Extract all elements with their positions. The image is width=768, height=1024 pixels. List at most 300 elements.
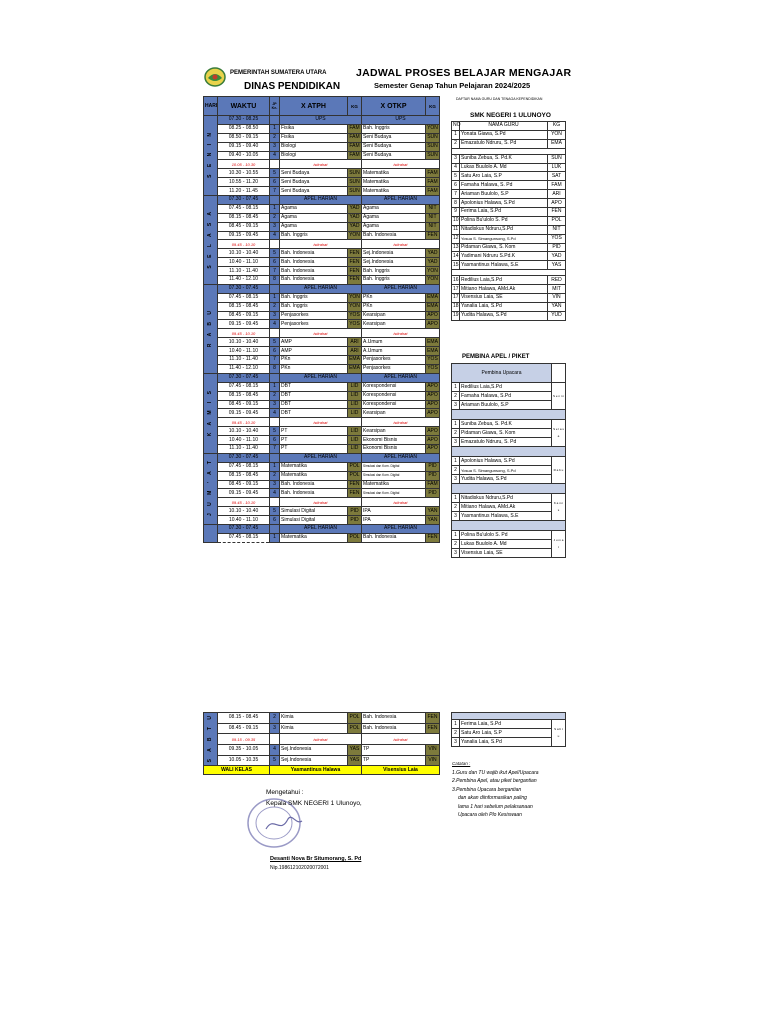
subject-otkp: Bah. Indonesia — [362, 713, 426, 724]
subject-otkp: Bah. Inggris — [362, 124, 426, 133]
schedule-row — [204, 258, 440, 267]
jp-cell — [270, 160, 280, 169]
teacher-kg: EMA — [548, 139, 566, 148]
notes-caption: Catatan : — [452, 761, 471, 766]
teacher-code-otkp: VIN — [426, 745, 440, 756]
time-cell: 08.45 - 09.15 — [218, 480, 270, 489]
pembina-spacer — [452, 521, 566, 531]
jp-cell — [270, 373, 280, 382]
piket-name: Satu Aro Laia, S.P — [460, 729, 552, 738]
day-name: K A M I S — [207, 387, 213, 436]
pembina-name: Ariaman Buulolo, S.P — [460, 401, 552, 410]
schedule-row — [204, 498, 440, 507]
schedule-row — [204, 267, 440, 276]
break-cell: istirahat — [280, 498, 362, 507]
signature-mengetahui: Mengetahui : — [266, 789, 304, 796]
piket-no: 1 — [452, 720, 460, 729]
teacher-code-otkp: APO — [427, 409, 438, 416]
teacher-code-atph: YOS — [349, 320, 360, 327]
teacher-row — [452, 199, 566, 208]
time-cell: 09.15 - 09.40 — [218, 142, 270, 151]
pembina-no: 2 — [452, 429, 460, 438]
teacher-code-atph: POL — [348, 723, 362, 734]
time-cell: 10.10 - 10.40 — [218, 507, 270, 516]
pembina-row — [452, 429, 566, 438]
pembina-name: Nitadiskus Ndruru,S.Pd — [460, 494, 552, 503]
teacher-row — [452, 208, 566, 217]
time-cell: 07.30 - 07.45 — [218, 453, 270, 462]
jp-cell: 4 — [270, 320, 280, 329]
apel-cell-atph: APEL HARIAN — [280, 284, 362, 293]
subject-otkp: Matematika — [362, 480, 426, 489]
teacher-code-otkp: EMA — [427, 338, 438, 345]
teacher-code-atph: POL — [349, 463, 360, 470]
jp-cell: 7 — [270, 356, 280, 365]
saturday-row — [204, 723, 440, 734]
jp-cell: 5 — [270, 169, 280, 178]
time-cell: 09.45 - 10.10 — [218, 329, 270, 338]
teacher-code-otkp: YON — [427, 125, 438, 132]
subject-atph: DBT — [280, 382, 348, 391]
schedule-row — [204, 169, 440, 178]
teacher-code-otkp: NIT — [426, 213, 440, 222]
time-cell: 08.15 - 08.45 — [218, 391, 270, 400]
schedule-row — [204, 507, 440, 516]
col-kg1: KG — [348, 97, 362, 116]
teacher-code-otkp: YAD — [426, 258, 440, 267]
teacher-code-otkp: YAN — [426, 507, 440, 516]
pembina-name: Yasmantinus Halawa, S.E — [460, 512, 552, 521]
teacher-row — [452, 190, 566, 199]
teacher-code-otkp: PID — [426, 489, 440, 498]
teacher-code-otkp: YAD — [426, 249, 440, 258]
schedule-row — [204, 356, 440, 365]
teacher-name: Lukas Buulolo A. Md — [460, 163, 548, 172]
subject-atph: PT — [280, 427, 348, 436]
teacher-row — [452, 181, 566, 190]
time-cell: 09.15 - 09.45 — [218, 489, 270, 498]
teacher-name: Yadimani Ndruru S.Pd.K — [460, 252, 548, 261]
teacher-code-otkp: YON — [427, 276, 438, 283]
time-cell: 07.30 - 07.45 — [218, 196, 270, 205]
time-cell: 09.45 - 10.10 — [218, 240, 270, 249]
jp-cell: 2 — [270, 391, 280, 400]
pembina-name: Yosua S. Simangunsong, S.Pd — [460, 466, 552, 475]
teacher-name: Famaha Halawa, S. Pd — [460, 181, 548, 190]
schedule-row — [204, 178, 440, 187]
jp-cell: 3 — [270, 723, 280, 734]
day-label — [204, 116, 218, 196]
pembina-no: 3 — [452, 475, 460, 484]
subject-otkp: Simulasi dan Kom. Digital — [362, 471, 426, 480]
teacher-code-atph: SUN — [349, 178, 360, 185]
apel-cell-otkp: APEL HARIAN — [362, 453, 440, 462]
note-line: dan akan diinformasikan paling — [458, 795, 527, 801]
time-cell: 10.10 - 10.40 — [218, 249, 270, 258]
teacher-code-atph: LID — [348, 444, 362, 453]
subject-otkp: Korespondensi — [362, 400, 426, 409]
apel-cell-otkp: APEL HARIAN — [362, 524, 440, 533]
subject-atph: Bah. Inggris — [280, 231, 348, 240]
teacher-kg: LUK — [548, 163, 566, 172]
pembina-table — [451, 363, 566, 558]
time-cell: 11.10 - 11.40 — [218, 444, 270, 453]
time-cell: 08.15 - 08.45 — [218, 302, 270, 311]
teacher-code-otkp: FEN — [427, 232, 438, 239]
teacher-code-atph: LID — [348, 409, 362, 418]
schedule-row — [204, 391, 440, 400]
subject-atph: Simulasi Digital — [280, 516, 348, 525]
teacher-row — [452, 294, 566, 303]
teacher-row — [452, 285, 566, 294]
teacher-name-header: NAMA GURU — [460, 122, 548, 131]
time-cell: 08.45 - 09.15 — [218, 311, 270, 320]
teacher-list-header — [452, 122, 566, 131]
teacher-code-otkp: PID — [426, 471, 440, 480]
jp-cell: 7 — [270, 267, 280, 276]
teacher-code-otkp: APO — [427, 400, 438, 407]
apel-cell-atph: APEL HARIAN — [280, 196, 362, 205]
teacher-code-otkp: FAM — [427, 169, 438, 176]
schedule-row — [204, 329, 440, 338]
teacher-code-atph: FEN — [349, 258, 360, 265]
time-cell: 11.10 - 11.40 — [218, 267, 270, 276]
break-cell: istirahat — [362, 498, 440, 507]
jp-cell — [270, 418, 280, 427]
day-name: J U M ' A T — [207, 458, 213, 517]
subject-otkp: Penjasorkes — [362, 356, 426, 365]
teacher-row — [452, 234, 566, 243]
teacher-row — [452, 243, 566, 252]
teacher-code-atph: PID — [348, 507, 362, 516]
schedule-row — [204, 160, 440, 169]
subject-atph: Seni Budaya — [280, 169, 348, 178]
jp-cell: 1 — [270, 204, 280, 213]
pembina-name: Redilius Laia,S.Pd — [460, 383, 552, 392]
pembina-day-side: K a m i s — [552, 494, 566, 521]
subject-atph: Kimia — [280, 723, 348, 734]
teacher-code-atph: LID — [348, 427, 362, 436]
time-cell: 08.45 - 09.15 — [218, 723, 270, 734]
pembina-row — [452, 531, 566, 540]
pembina-day-side: J u m a t — [552, 531, 566, 558]
teacher-name: Nitadiskus Ndruru,S.Pd — [460, 225, 548, 234]
pembina-name: Visensius Laia, SE — [460, 549, 552, 558]
subject-atph: Bah. Inggris — [280, 302, 348, 311]
time-cell: 09.45 - 10.10 — [218, 498, 270, 507]
pembina-row — [452, 549, 566, 558]
subject-otkp: TP — [362, 745, 426, 756]
teacher-no: 18 — [453, 303, 459, 310]
schedule-row — [204, 320, 440, 329]
teacher-code-atph: LID — [348, 400, 362, 409]
jp-cell: 1 — [270, 533, 280, 542]
pembina-spacer — [452, 484, 566, 494]
spacer-cell — [452, 447, 566, 457]
time-cell: 10.10 - 10.40 — [218, 427, 270, 436]
apel-cell-atph: APEL HARIAN — [280, 524, 362, 533]
break-cell: istirahat — [280, 160, 362, 169]
teacher-code-otkp: APO — [427, 383, 438, 390]
schedule-row — [204, 338, 440, 347]
pembina-title: PEMBINA APEL / PIKET — [462, 354, 530, 360]
note-line: 2.Pembina Apel, atau piket bergantian — [452, 778, 537, 784]
subject-atph: Bah. Inggris — [280, 293, 348, 302]
pembina-row — [452, 475, 566, 484]
teacher-code-otkp: FAM — [427, 178, 438, 185]
teacher-no: 15 — [453, 261, 459, 268]
jp-cell: 2 — [270, 133, 280, 142]
teacher-code-atph: POL — [348, 713, 362, 724]
teacher-no: 3 — [452, 154, 460, 163]
teacher-no: 5 — [452, 172, 460, 181]
jp-cell: 5 — [270, 338, 280, 347]
teacher-kg: PID — [548, 243, 566, 252]
teacher-code-atph: LID — [348, 436, 362, 445]
jp-cell: 6 — [270, 258, 280, 267]
teacher-no: 7 — [452, 190, 460, 199]
jp-cell: 4 — [270, 489, 280, 498]
schedule-row — [204, 364, 440, 373]
teacher-code-otkp: APO — [427, 320, 438, 327]
break-cell: istirahat — [362, 418, 440, 427]
teacher-name: Pidaman Giawa, S. Kom — [460, 243, 548, 252]
pembina-name: Lukas Buulolo A. Md — [460, 540, 552, 549]
saturday-row — [204, 713, 440, 724]
subject-otkp: PKn — [362, 293, 426, 302]
piket-name: Yanalia Laia, S.Pd — [460, 738, 552, 747]
time-cell: 07.30 - 07.45 — [218, 284, 270, 293]
subject-atph: Bah. Indonesia — [280, 258, 348, 267]
subject-otkp: Bah. Indonesia — [362, 231, 426, 240]
teacher-kg: SUN — [548, 154, 566, 163]
schedule-row — [204, 222, 440, 231]
pembina-row — [452, 420, 566, 429]
subject-otkp: A.Umum — [362, 338, 426, 347]
teacher-no: 12 — [453, 235, 459, 242]
subject-otkp: Matematika — [362, 169, 426, 178]
col-hari: HARI — [204, 97, 218, 116]
subject-otkp: Seni Budaya — [362, 142, 426, 151]
pembina-no: 1 — [452, 457, 460, 466]
schedule-row — [204, 276, 440, 285]
teacher-code-atph: LID — [348, 391, 362, 400]
day-label — [204, 284, 218, 373]
jp-cell: 3 — [270, 480, 280, 489]
note-line: lama 1 hari sebelum pelaksanaan — [458, 803, 533, 810]
subject-atph: Agama — [280, 213, 348, 222]
pembina-name: Apolonius Halawa, S.Pd — [460, 457, 552, 466]
time-cell: 11.40 - 12.10 — [218, 276, 270, 285]
teacher-code-atph: YON — [349, 303, 360, 310]
time-cell: 10.55 - 11.20 — [218, 178, 270, 187]
jp-cell: 5 — [270, 427, 280, 436]
day-label — [204, 196, 218, 285]
pembina-side-spacer — [552, 364, 566, 383]
jp-cell: 5 — [270, 755, 280, 766]
time-cell: 08.25 - 08.50 — [218, 124, 270, 133]
schedule-row — [204, 436, 440, 445]
schedule-row — [204, 142, 440, 151]
government-name: PEMERINTAH SUMATERA UTARA — [230, 70, 327, 76]
pembina-name: Polina Bu'ulolo S. Pd — [460, 531, 552, 540]
note-line: Upacara oleh Plo Kesiswaan — [458, 812, 522, 818]
teacher-name: Yudita Halawa, S.Pd — [460, 311, 548, 320]
schedule-row — [204, 133, 440, 142]
teacher-row — [452, 154, 566, 163]
time-cell: 07.45 - 08.15 — [218, 204, 270, 213]
jp-cell: 1 — [270, 382, 280, 391]
piket-day-side: S a b t u — [552, 720, 566, 747]
pembina-day-side: S e n i n — [552, 383, 566, 410]
day-label — [204, 373, 218, 453]
schedule-row — [204, 524, 440, 533]
pembina-upacara-row — [452, 364, 566, 383]
time-cell: 07.45 - 08.15 — [218, 293, 270, 302]
day-name: R A B U — [207, 307, 213, 347]
jp-cell — [270, 240, 280, 249]
time-cell: 10.40 - 11.10 — [218, 516, 270, 525]
time-cell: 09.45 - 10.10 — [218, 418, 270, 427]
day-name: S E L A S A — [207, 208, 213, 269]
schedule-row — [204, 347, 440, 356]
time-cell: 07.30 - 07.45 — [218, 524, 270, 533]
teacher-code-otkp: NIT — [426, 222, 440, 231]
teacher-row — [452, 302, 566, 311]
government-emblem-icon — [204, 66, 226, 88]
subject-atph: DBT — [280, 400, 348, 409]
subject-atph: Matematika — [280, 533, 348, 542]
apel-cell-otkp: APEL HARIAN — [362, 373, 440, 382]
teacher-code-otkp: APO — [427, 445, 438, 452]
time-cell: 10.40 - 11.10 — [218, 347, 270, 356]
subject-otkp: Simulasi dan Kom. Digital — [362, 462, 426, 471]
signature-position: Kepala SMK NEGERI 1 Ulunoyo, — [266, 800, 362, 807]
teacher-code-otkp: SUN — [427, 143, 438, 150]
teacher-code-atph: LID — [348, 382, 362, 391]
schedule-row — [204, 462, 440, 471]
jp-cell — [270, 453, 280, 462]
subject-otkp: TP — [362, 755, 426, 766]
pembina-row — [452, 457, 566, 466]
schedule-row — [204, 293, 440, 302]
schedule-header-row — [204, 97, 440, 116]
pembina-row — [452, 466, 566, 475]
jp-cell: 4 — [270, 745, 280, 756]
teacher-code-atph: SUN — [349, 169, 360, 176]
subject-atph: Bah. Indonesia — [280, 276, 348, 285]
jp-cell: 4 — [270, 231, 280, 240]
teacher-code-otkp: VIN — [426, 755, 440, 766]
subject-atph: Penjasorkes — [280, 320, 348, 329]
teacher-code-otkp: YAN — [426, 516, 440, 525]
teacher-name: Yosua S. Simangunsong, S.Pd — [460, 234, 548, 243]
day-label — [204, 453, 218, 524]
wali-kelas-label: WALI KELAS — [204, 766, 270, 775]
teacher-code-otkp: EMA — [427, 303, 438, 310]
schedule-row — [204, 311, 440, 320]
time-cell: 09.15 - 09.35 — [218, 734, 270, 745]
subject-atph: Seni Budaya — [280, 187, 348, 196]
subject-otkp: Matematika — [362, 178, 426, 187]
subject-atph: PT — [280, 436, 348, 445]
pembina-row — [452, 512, 566, 521]
col-kg2: KG — [426, 97, 440, 116]
teacher-code-atph: YAD — [348, 213, 362, 222]
saturday-piket-row — [452, 729, 566, 738]
time-cell: 08.45 - 09.15 — [218, 400, 270, 409]
pembina-name: Pidaman Giawa, S. Kom — [460, 429, 552, 438]
pembina-name: Suniba Zebua, S. Pd.K — [460, 420, 552, 429]
subject-atph: Sej.Indonesia — [280, 755, 348, 766]
teacher-kg: APO — [548, 199, 566, 208]
pembina-name: Emazatulo Ndruru, S. Pd — [460, 438, 552, 447]
teacher-code-atph: YON — [349, 232, 360, 239]
teacher-code-atph: FAM — [349, 125, 360, 132]
saturday-piket-row — [452, 720, 566, 729]
jp-cell: 7 — [270, 187, 280, 196]
day-name: S A B T U — [207, 713, 213, 763]
subject-atph: Bah. Indonesia — [280, 249, 348, 258]
jp-cell — [270, 329, 280, 338]
note-line: 3.Pembina Upacara bergantian — [452, 786, 522, 793]
teacher-name: Polina Bu'ulolo S. Pd — [460, 216, 548, 225]
apel-cell-atph: APEL HARIAN — [280, 453, 362, 462]
teacher-kg: VIN — [548, 294, 566, 303]
notes-block — [452, 760, 539, 820]
teacher-row — [452, 139, 566, 148]
teacher-code-otkp: APO — [427, 427, 438, 434]
subject-atph: Agama — [280, 204, 348, 213]
teacher-code-otkp: YOS — [427, 356, 438, 363]
teacher-kg-header: KG — [548, 122, 566, 131]
subject-atph: Kimia — [280, 713, 348, 724]
teacher-no: 14 — [453, 252, 459, 259]
schedule-row — [204, 418, 440, 427]
subject-atph: PT — [280, 444, 348, 453]
subject-otkp: Penjasorkes — [362, 364, 426, 373]
subject-otkp: PKn — [362, 302, 426, 311]
teacher-no: 2 — [452, 139, 460, 148]
teacher-kg: YUD — [548, 311, 566, 320]
subject-atph: DBT — [280, 409, 348, 418]
break-cell: istirahat — [362, 734, 440, 745]
jp-cell: 8 — [270, 276, 280, 285]
subject-otkp: A.Umum — [362, 347, 426, 356]
subject-otkp: Bah. Inggris — [362, 276, 426, 285]
subject-otkp: Korespondensi — [362, 382, 426, 391]
subject-atph: Matematika — [280, 462, 348, 471]
subject-otkp: Kearsipan — [362, 320, 426, 329]
schedule-row — [204, 196, 440, 205]
teacher-name: Apolonius Halawa, S.Pd — [460, 199, 548, 208]
teacher-kg: RED — [548, 276, 566, 285]
saturday-row — [204, 734, 440, 745]
subject-otkp: Agama — [362, 204, 426, 213]
subject-atph: Seni Budaya — [280, 178, 348, 187]
subject-atph: Agama — [280, 222, 348, 231]
time-cell: 07.45 - 08.15 — [218, 382, 270, 391]
teacher-no: 6 — [452, 181, 460, 190]
jp-cell: 1 — [270, 124, 280, 133]
time-cell: 09.15 - 09.45 — [218, 231, 270, 240]
teacher-name: Ariaman Buulolo, S.P — [460, 190, 548, 199]
subject-otkp: Bah. Indonesia — [362, 723, 426, 734]
pembina-no: 1 — [452, 531, 460, 540]
time-cell: 09.35 - 10.05 — [218, 745, 270, 756]
teacher-no: 4 — [452, 163, 460, 172]
time-cell: 10.10 - 10.40 — [218, 338, 270, 347]
